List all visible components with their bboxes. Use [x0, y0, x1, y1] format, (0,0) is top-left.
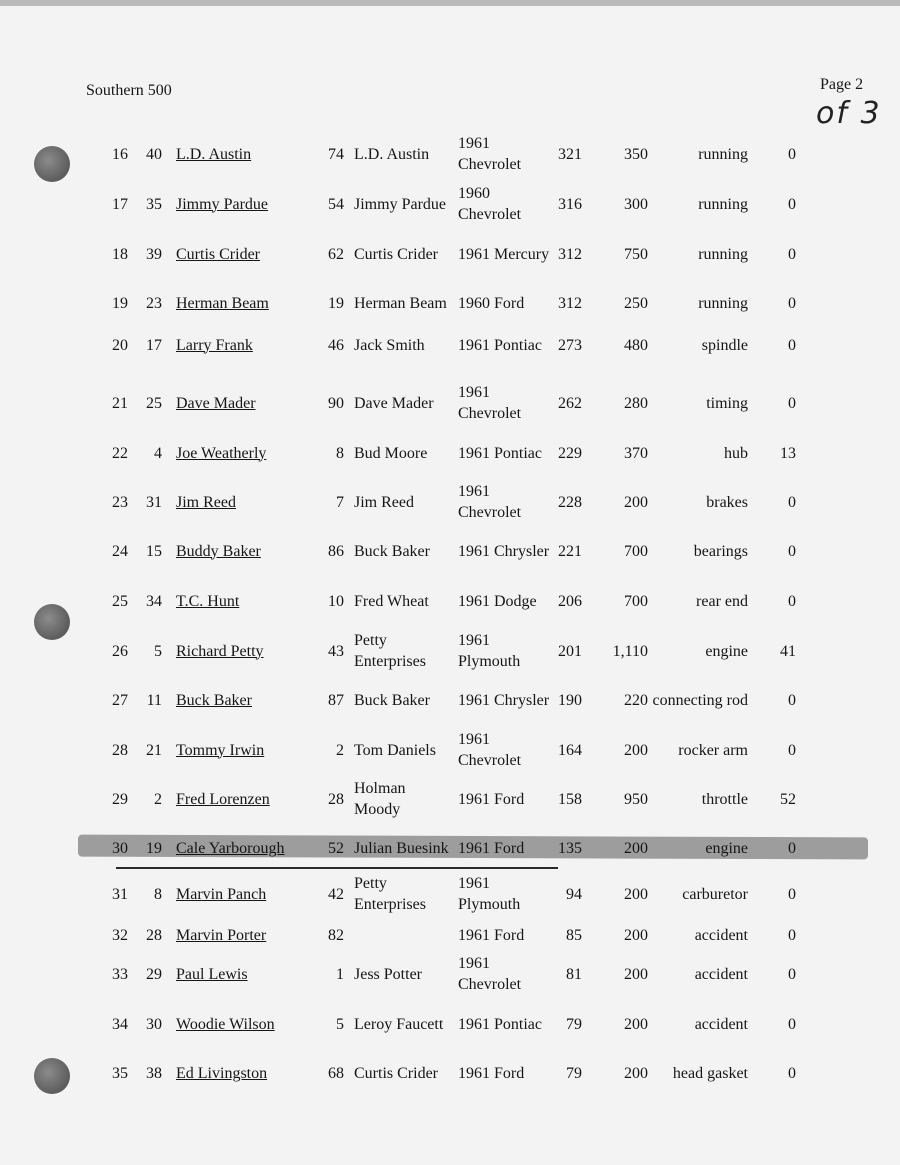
car-model-cell: 1961 Plymouth: [458, 632, 521, 670]
points-cell: 0: [788, 542, 796, 560]
position-cell: 17: [112, 195, 128, 213]
car-model-cell: 1961 Pontiac: [458, 1015, 542, 1033]
status-cell: engine: [705, 642, 748, 660]
number-cell: 19: [328, 294, 344, 312]
money-cell: 480: [624, 336, 648, 354]
points-cell: 0: [788, 691, 796, 709]
money-cell: 200: [624, 1015, 648, 1033]
laps-cell: 312: [558, 245, 582, 263]
driver-link[interactable]: Buck Baker: [176, 691, 252, 709]
car-model-cell: 1961 Mercury: [458, 245, 550, 263]
number-cell: 10: [328, 592, 344, 610]
position-cell: 22: [112, 444, 128, 462]
owner-cell: Buck Baker: [354, 542, 430, 560]
driver-link[interactable]: Buddy Baker: [176, 542, 261, 560]
owner-cell: Dave Mader: [354, 394, 434, 412]
laps-cell: 164: [558, 741, 582, 759]
owner-cell: Jim Reed: [354, 493, 414, 511]
car-model-cell: 1961 Chevrolet: [458, 135, 522, 173]
number-cell: 2: [336, 741, 344, 759]
laps-cell: 206: [558, 592, 582, 610]
status-cell: hub: [724, 444, 748, 462]
laps-cell: 81: [566, 965, 582, 983]
car-number-cell: 40: [146, 145, 162, 163]
status-cell: timing: [706, 394, 748, 412]
handwritten-note: of 3: [816, 96, 882, 131]
owner-cell: Curtis Crider: [354, 1064, 438, 1082]
car-number-cell: 25: [146, 394, 162, 412]
car-number-cell: 39: [146, 245, 162, 263]
car-number-cell: 15: [146, 542, 162, 560]
points-cell: 41: [780, 642, 796, 660]
position-cell: 19: [112, 294, 128, 312]
laps-cell: 190: [558, 691, 582, 709]
money-cell: 950: [624, 790, 648, 808]
car-model-cell: 1960 Chevrolet: [458, 185, 522, 223]
points-cell: 0: [788, 394, 796, 412]
position-cell: 27: [112, 691, 128, 709]
car-number-cell: 5: [154, 642, 162, 660]
driver-link[interactable]: Dave Mader: [176, 394, 256, 412]
position-cell: 32: [112, 926, 128, 944]
laps-cell: 79: [566, 1064, 582, 1082]
car-model-cell: 1961 Ford: [458, 790, 525, 808]
laps-cell: 85: [566, 926, 582, 944]
laps-cell: 262: [558, 394, 582, 412]
position-cell: 25: [112, 592, 128, 610]
number-cell: 54: [328, 195, 344, 213]
status-cell: accident: [694, 926, 748, 944]
position-cell: 18: [112, 245, 128, 263]
owner-cell: L.D. Austin: [354, 145, 430, 163]
position-cell: 31: [112, 885, 128, 903]
driver-link[interactable]: Woodie Wilson: [176, 1015, 275, 1033]
position-cell: 23: [112, 493, 128, 511]
money-cell: 200: [624, 926, 648, 944]
car-number-cell: 30: [146, 1015, 162, 1033]
number-cell: 62: [328, 245, 344, 263]
status-cell: engine: [705, 839, 748, 857]
table-row: [0, 130, 900, 178]
number-cell: 68: [328, 1064, 344, 1082]
car-number-cell: 31: [146, 493, 162, 511]
status-cell: running: [698, 145, 748, 163]
points-cell: 0: [788, 1015, 796, 1033]
owner-cell: Holman Moody: [354, 780, 406, 818]
points-cell: 52: [780, 790, 796, 808]
number-cell: 46: [328, 336, 344, 354]
laps-cell: 229: [558, 444, 582, 462]
table-row: [0, 321, 900, 369]
points-cell: 0: [788, 839, 796, 857]
car-number-cell: 34: [146, 592, 162, 610]
points-cell: 0: [788, 592, 796, 610]
money-cell: 700: [624, 592, 648, 610]
money-cell: 200: [624, 1064, 648, 1082]
number-cell: 43: [328, 642, 344, 660]
table-row: [0, 676, 900, 724]
status-cell: rear end: [696, 592, 748, 610]
money-cell: 250: [624, 294, 648, 312]
car-model-cell: 1961 Chevrolet: [458, 955, 522, 993]
driver-link[interactable]: Marvin Porter: [176, 926, 267, 944]
status-cell: spindle: [701, 336, 748, 354]
status-cell: head gasket: [672, 1064, 748, 1082]
points-cell: 0: [788, 195, 796, 213]
number-cell: 42: [328, 885, 344, 903]
laps-cell: 316: [558, 195, 582, 213]
points-cell: 0: [788, 245, 796, 263]
laps-cell: 135: [558, 839, 582, 857]
money-cell: 280: [624, 394, 648, 412]
owner-cell: Fred Wheat: [354, 592, 429, 610]
driver-link[interactable]: T.C. Hunt: [176, 592, 240, 610]
money-cell: 1,110: [612, 642, 648, 660]
number-cell: 82: [328, 926, 344, 944]
money-cell: 200: [624, 741, 648, 759]
owner-cell: Tom Daniels: [354, 741, 436, 759]
status-cell: running: [698, 245, 748, 263]
position-cell: 16: [112, 145, 128, 163]
money-cell: 370: [624, 444, 648, 462]
owner-cell: Jimmy Pardue: [354, 195, 446, 213]
car-model-cell: 1961 Chrysler: [458, 542, 550, 560]
position-cell: 29: [112, 790, 128, 808]
points-cell: 0: [788, 741, 796, 759]
table-row: [0, 824, 900, 872]
car-number-cell: 11: [146, 691, 162, 709]
points-cell: 0: [788, 965, 796, 983]
points-cell: 0: [788, 885, 796, 903]
car-model-cell: 1960 Ford: [458, 294, 525, 312]
driver-link[interactable]: Tommy Irwin: [176, 741, 265, 759]
car-number-cell: 2: [154, 790, 162, 808]
driver-link[interactable]: Fred Lorenzen: [176, 790, 270, 808]
driver-link[interactable]: Larry Frank: [176, 336, 253, 354]
points-cell: 0: [788, 926, 796, 944]
position-cell: 34: [112, 1015, 128, 1033]
driver-link[interactable]: Curtis Crider: [176, 245, 260, 263]
position-cell: 24: [112, 542, 128, 560]
car-number-cell: 19: [146, 839, 162, 857]
driver-link[interactable]: Cale Yarborough: [176, 839, 285, 857]
number-cell: 87: [328, 691, 344, 709]
driver-link[interactable]: Richard Petty: [176, 642, 264, 660]
owner-cell: Bud Moore: [354, 444, 428, 462]
table-row: [0, 478, 900, 526]
driver-link[interactable]: Jimmy Pardue: [176, 195, 268, 213]
car-model-cell: 1961 Ford: [458, 926, 525, 944]
owner-cell: Julian Buesink: [354, 839, 449, 857]
owner-cell: Curtis Crider: [354, 245, 438, 263]
table-row: [0, 627, 900, 675]
position-cell: 28: [112, 741, 128, 759]
status-cell: connecting rod: [652, 691, 748, 709]
owner-cell: Leroy Faucett: [354, 1015, 444, 1033]
status-cell: bearings: [693, 542, 748, 560]
car-number-cell: 23: [146, 294, 162, 312]
table-row: [0, 230, 900, 278]
number-cell: 86: [328, 542, 344, 560]
owner-cell: Buck Baker: [354, 691, 430, 709]
number-cell: 7: [336, 493, 344, 511]
car-model-cell: 1961 Chevrolet: [458, 384, 522, 422]
car-model-cell: 1961 Chevrolet: [458, 731, 522, 769]
table-row: [0, 1049, 900, 1097]
status-cell: rocker arm: [678, 741, 748, 759]
table-row: [0, 1000, 900, 1048]
driver-link[interactable]: Ed Livingston: [176, 1064, 268, 1082]
laps-cell: 94: [566, 885, 582, 903]
document-title: Southern 500: [86, 82, 172, 99]
table-row: [0, 279, 900, 327]
status-cell: throttle: [701, 790, 748, 808]
table-row: [0, 775, 900, 823]
car-model-cell: 1961 Pontiac: [458, 336, 542, 354]
table-row: [0, 379, 900, 427]
table-row: [0, 180, 900, 228]
money-cell: 220: [624, 691, 648, 709]
points-cell: 13: [780, 444, 796, 462]
owner-cell: Petty Enterprises: [354, 875, 426, 913]
position-cell: 26: [112, 642, 128, 660]
number-cell: 8: [336, 444, 344, 462]
car-number-cell: 29: [146, 965, 162, 983]
owner-cell: Jess Potter: [354, 965, 422, 983]
laps-cell: 228: [558, 493, 582, 511]
owner-cell: Jack Smith: [354, 336, 425, 354]
driver-link[interactable]: Joe Weatherly: [176, 444, 267, 462]
money-cell: 300: [624, 195, 648, 213]
car-number-cell: 35: [146, 195, 162, 213]
table-row: [0, 726, 900, 774]
laps-cell: 321: [558, 145, 582, 163]
position-cell: 35: [112, 1064, 128, 1082]
position-cell: 20: [112, 336, 128, 354]
laps-cell: 79: [566, 1015, 582, 1033]
owner-cell: Herman Beam: [354, 294, 447, 312]
car-number-cell: 21: [146, 741, 162, 759]
money-cell: 200: [624, 839, 648, 857]
money-cell: 350: [624, 145, 648, 163]
status-cell: running: [698, 294, 748, 312]
laps-cell: 312: [558, 294, 582, 312]
owner-cell: Petty Enterprises: [354, 632, 426, 670]
driver-link[interactable]: Herman Beam: [176, 294, 269, 312]
laps-cell: 158: [558, 790, 582, 808]
laps-cell: 201: [558, 642, 582, 660]
points-cell: 0: [788, 336, 796, 354]
money-cell: 200: [624, 493, 648, 511]
points-cell: 0: [788, 493, 796, 511]
money-cell: 700: [624, 542, 648, 560]
car-model-cell: 1961 Ford: [458, 839, 525, 857]
status-cell: running: [698, 195, 748, 213]
car-number-cell: 17: [146, 336, 162, 354]
car-model-cell: 1961 Pontiac: [458, 444, 542, 462]
money-cell: 200: [624, 885, 648, 903]
driver-link[interactable]: Marvin Panch: [176, 885, 267, 903]
number-cell: 5: [336, 1015, 344, 1033]
driver-link[interactable]: Jim Reed: [176, 493, 236, 511]
car-number-cell: 4: [154, 444, 162, 462]
table-row: [0, 950, 900, 998]
laps-cell: 221: [558, 542, 582, 560]
status-cell: accident: [694, 965, 748, 983]
table-row: [0, 577, 900, 625]
laps-cell: 273: [558, 336, 582, 354]
driver-link[interactable]: Paul Lewis: [176, 965, 248, 983]
car-number-cell: 8: [154, 885, 162, 903]
car-model-cell: 1961 Ford: [458, 1064, 525, 1082]
car-number-cell: 38: [146, 1064, 162, 1082]
car-model-cell: 1961 Plymouth: [458, 875, 521, 913]
number-cell: 28: [328, 790, 344, 808]
number-cell: 74: [328, 145, 344, 163]
status-cell: brakes: [706, 493, 748, 511]
number-cell: 52: [328, 839, 344, 857]
table-row: [0, 527, 900, 575]
points-cell: 0: [788, 145, 796, 163]
money-cell: 750: [624, 245, 648, 263]
status-cell: carburetor: [682, 885, 748, 903]
position-cell: 21: [112, 394, 128, 412]
page-number: Page 2: [820, 76, 864, 93]
document-page: [0, 6, 900, 1165]
number-cell: 1: [336, 965, 344, 983]
points-cell: 0: [788, 1064, 796, 1082]
car-model-cell: 1961 Chrysler: [458, 691, 550, 709]
car-model-cell: 1961 Chevrolet: [458, 483, 522, 521]
position-cell: 30: [112, 839, 128, 857]
money-cell: 200: [624, 965, 648, 983]
car-model-cell: 1961 Dodge: [458, 592, 537, 610]
table-row: [0, 429, 900, 477]
points-cell: 0: [788, 294, 796, 312]
car-number-cell: 28: [146, 926, 162, 944]
position-cell: 33: [112, 965, 128, 983]
number-cell: 90: [328, 394, 344, 412]
driver-link[interactable]: L.D. Austin: [176, 145, 252, 163]
status-cell: accident: [694, 1015, 748, 1033]
